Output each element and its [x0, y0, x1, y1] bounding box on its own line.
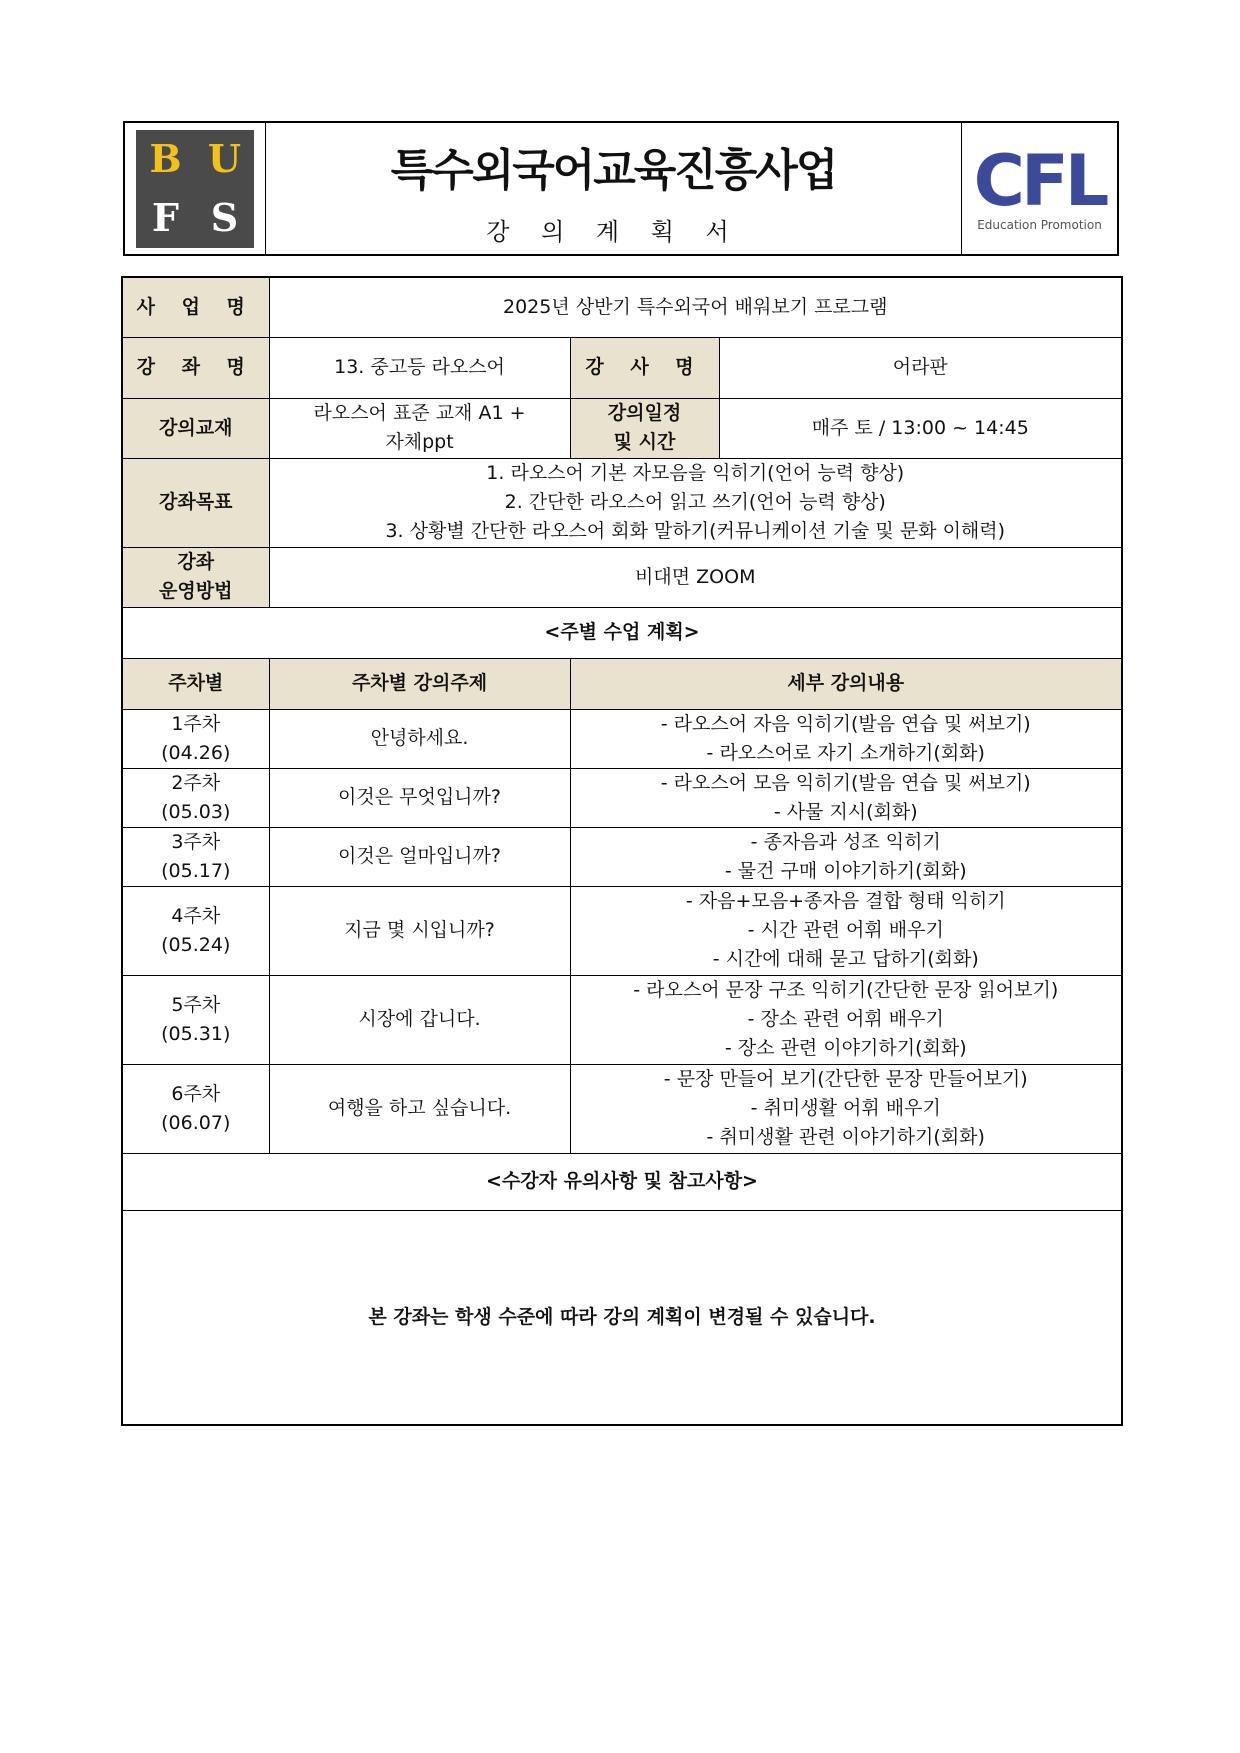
- col-week-header: 주차별: [122, 658, 269, 709]
- textbook-row: [122, 398, 1122, 458]
- goal-list: [269, 458, 1122, 547]
- week-number: 4주차: [171, 904, 221, 927]
- week-number: 2주차: [171, 771, 221, 794]
- week-date: (05.31): [161, 1022, 231, 1045]
- notes-section-title: <수강자 유의사항 및 참고사항>: [122, 1153, 1122, 1210]
- detail-item: - 장소 관련 이야기하기(회화): [724, 1037, 967, 1059]
- week-details: [570, 886, 1122, 975]
- week-cell: [122, 886, 269, 975]
- week-details: [570, 1064, 1122, 1153]
- header-title-cell: [266, 123, 961, 254]
- bufs-logo-cell: [125, 123, 266, 254]
- detail-item: - 시간에 대해 묻고 답하기(회화): [712, 948, 979, 970]
- detail-item: - 사물 지시(회화): [773, 800, 918, 823]
- detail-item: - 취미생활 어휘 배우기: [750, 1097, 941, 1119]
- notes-section-row: [122, 1153, 1122, 1210]
- week-number: 6주차: [171, 1082, 221, 1105]
- week-topic: 여행을 하고 싶습니다.: [269, 1064, 570, 1153]
- col-topic-header: 주차별 강의주제: [269, 658, 570, 709]
- schedule-label: [570, 398, 719, 458]
- project-label: 사 업 명: [122, 277, 269, 337]
- schedule-value: 매주 토 / 13:00 ~ 14:45: [719, 398, 1122, 458]
- week-details: [570, 768, 1122, 827]
- week-topic: 이것은 무엇입니까?: [269, 768, 570, 827]
- week-details: [570, 827, 1122, 886]
- week-cell: [122, 1064, 269, 1153]
- textbook-line: 라오스어 표준 교재 A1 +: [313, 402, 526, 424]
- detail-item: - 자음+모음+종자음 결합 형태 익히기: [685, 890, 1006, 912]
- weekly-header-row: [122, 658, 1122, 709]
- course-value: 13. 중고등 라오스어: [269, 337, 570, 398]
- detail-item: - 시간 관련 어휘 배우기: [747, 919, 944, 941]
- table-row: [122, 827, 1122, 886]
- course-row: [122, 337, 1122, 398]
- week-date: (04.26): [161, 741, 231, 764]
- week-topic: 시장에 갑니다.: [269, 975, 570, 1064]
- week-topic: 안녕하세요.: [269, 709, 570, 768]
- table-row: [122, 1064, 1122, 1153]
- week-topic: 지금 몇 시입니까?: [269, 886, 570, 975]
- detail-item: - 취미생활 관련 이야기하기(회화): [706, 1126, 985, 1148]
- method-label: [122, 547, 269, 607]
- bufs-logo-letter: U: [207, 136, 242, 181]
- week-details: [570, 975, 1122, 1064]
- schedule-label-line: 강의일정: [607, 402, 682, 424]
- table-row: [122, 975, 1122, 1064]
- week-cell: [122, 827, 269, 886]
- week-date: (06.07): [161, 1111, 231, 1134]
- cfl-logo-subtext: Education Promotion: [977, 217, 1102, 232]
- week-number: 1주차: [171, 712, 221, 735]
- week-date: (05.17): [161, 859, 231, 882]
- goal-item: 3. 상황별 간단한 라오스어 회화 말하기(커뮤니케이션 기술 및 문화 이해력): [385, 520, 1006, 542]
- week-topic: 이것은 얼마입니까?: [269, 827, 570, 886]
- method-label-line: 운영방법: [159, 580, 233, 602]
- week-date: (05.24): [161, 933, 231, 956]
- detail-item: - 라오스어로 자기 소개하기(회화): [706, 741, 985, 764]
- bufs-logo-letter: B: [149, 136, 182, 181]
- table-row: [122, 768, 1122, 827]
- detail-item: - 종자음과 성조 익히기: [750, 830, 941, 853]
- instructor-label: 강 사 명: [570, 337, 719, 398]
- method-row: [122, 547, 1122, 607]
- textbook-line: 자체ppt: [385, 431, 454, 453]
- goal-item: 1. 라오스어 기본 자모음을 익히기(언어 능력 향상): [486, 462, 905, 484]
- week-cell: [122, 768, 269, 827]
- bufs-logo-letter: S: [210, 195, 239, 240]
- cfl-logo: CFL: [973, 139, 1106, 222]
- week-cell: [122, 709, 269, 768]
- bufs-logo: [136, 130, 254, 248]
- goal-row: [122, 458, 1122, 547]
- bufs-logo-letter: F: [152, 195, 179, 240]
- textbook-value: [269, 398, 570, 458]
- document-header: [123, 121, 1119, 256]
- detail-item: - 라오스어 자음 익히기(발음 연습 및 써보기): [660, 712, 1031, 735]
- notes-row: [122, 1210, 1122, 1425]
- week-date: (05.03): [161, 800, 231, 823]
- col-detail-header: 세부 강의내용: [570, 658, 1122, 709]
- schedule-label-line: 및 시간: [613, 431, 676, 453]
- detail-item: - 라오스어 문장 구조 익히기(간단한 문장 읽어보기): [633, 979, 1059, 1001]
- method-value: 비대면 ZOOM: [269, 547, 1122, 607]
- week-cell: [122, 975, 269, 1064]
- cfl-logo-cell: [961, 123, 1117, 254]
- document-subtitle: 강 의 계 획 서: [486, 218, 741, 246]
- week-number: 5주차: [171, 993, 221, 1016]
- week-details: [570, 709, 1122, 768]
- notes-text: 본 강좌는 학생 수준에 따라 강의 계획이 변경될 수 있습니다.: [122, 1210, 1122, 1425]
- detail-item: - 문장 만들어 보기(간단한 문장 만들어보기): [663, 1068, 1028, 1090]
- project-row: [122, 277, 1122, 337]
- project-value: 2025년 상반기 특수외국어 배워보기 프로그램: [269, 277, 1122, 337]
- goal-label: 강좌목표: [122, 458, 269, 547]
- detail-item: - 라오스어 모음 익히기(발음 연습 및 써보기): [660, 771, 1031, 794]
- goal-item: 2. 간단한 라오스어 읽고 쓰기(언어 능력 향상): [504, 491, 886, 513]
- weekly-section-row: [122, 607, 1122, 658]
- detail-item: - 물건 구매 이야기하기(회화): [724, 859, 967, 882]
- method-label-line: 강좌: [177, 551, 215, 573]
- course-label: 강 좌 명: [122, 337, 269, 398]
- detail-item: - 장소 관련 어휘 배우기: [747, 1008, 944, 1030]
- textbook-label: 강의교재: [122, 398, 269, 458]
- lecture-plan-table: [121, 276, 1123, 1426]
- week-number: 3주차: [171, 830, 221, 853]
- table-row: [122, 886, 1122, 975]
- table-row: [122, 709, 1122, 768]
- document-title: 특수외국어교육진흥사업: [390, 145, 837, 196]
- weekly-section-title: <주별 수업 계획>: [122, 607, 1122, 658]
- instructor-value: 어라판: [719, 337, 1122, 398]
